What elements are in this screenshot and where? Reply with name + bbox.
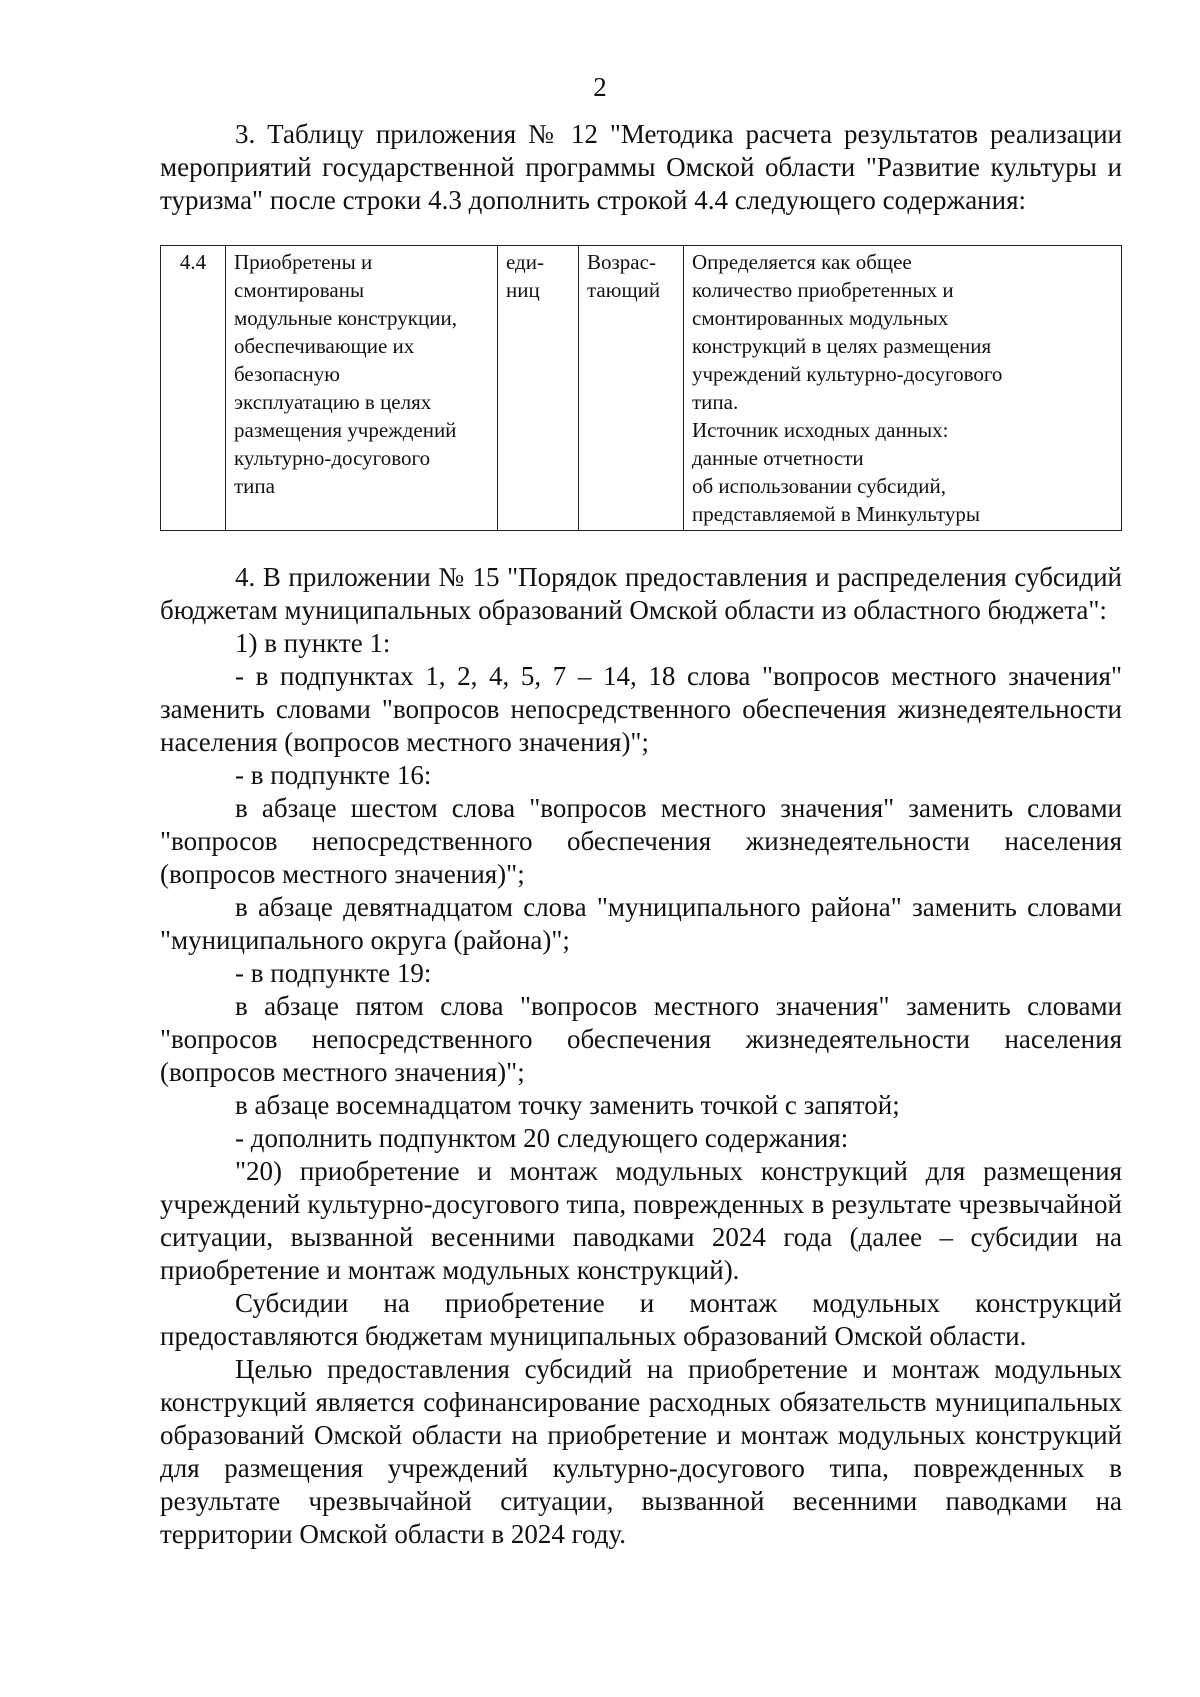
method-line: об использовании субсидий, (692, 474, 947, 498)
page-number: 2 (593, 72, 607, 102)
name-line: размещения учреждений (234, 418, 457, 442)
document-body (160, 118, 1122, 1551)
amendment-table (160, 245, 1122, 531)
method-line: количество приобретенных и (692, 278, 954, 302)
paragraph-subitem-1: 1) в пункте 1: (235, 628, 391, 658)
method-line: Источник исходных данных: (692, 418, 949, 442)
name-line: смонтированы (234, 278, 365, 302)
method-line: Определяется как общее (692, 250, 912, 274)
method-line: учреждений культурно-досугового (692, 362, 1003, 386)
name-line: модульные конструкции, (234, 306, 457, 330)
name-line: эксплуатацию в целях (234, 390, 432, 414)
trend-cell: Возрас- тающий (579, 246, 684, 531)
name-line: типа (234, 474, 275, 498)
paragraph-subsidies: Субсидии на приобретение и монтаж модульных конструкций предоставляются бюджетам муниципальных образований Омской области. (160, 1288, 1122, 1351)
paragraph-dash-16: - в подпункте 16: (235, 760, 432, 790)
result-name-cell (226, 246, 498, 531)
method-line: типа. (692, 390, 739, 414)
paragraph-item-3: 3. Таблицу приложения № 12 "Методика расчета результатов реализации мероприятий государственной программы Омской области "Развитие культуры и туризма" после строки 4.3 дополнить строкой 4.4 следующего содержания: (160, 119, 1122, 215)
paragraph-purpose: Целью предоставления субсидий на приобретение и монтаж модульных конструкций является софинансирование расходных обязательств муниципальных образований Омской области на приобретение и монтаж модульных конструкций для размещения учреждений культурно-досугового типа, поврежденных в результате чрезвычайной ситуации, вызванной весенними паводками на территории Омской области в 2024 году. (160, 1354, 1122, 1549)
paragraph-abzac-5: в абзаце пятом слова "вопросов местного значения" заменить словами "вопросов непосредственного обеспечения жизнедеятельности населения (вопросов местного значения)"; (160, 991, 1122, 1087)
paragraph-dash-20: - дополнить подпунктом 20 следующего содержания: (235, 1123, 849, 1153)
unit-cell: еди- ниц (498, 246, 579, 531)
paragraph-dash-1: - в подпунктах 1, 2, 4, 5, 7 – 14, 18 слова "вопросов местного значения" заменить словами "вопросов непосредственного обеспечения жизнедеятельности населения (вопросов местного значения)"; (160, 661, 1122, 757)
method-line: смонтированных модульных (692, 306, 949, 330)
paragraph-abzac-19: в абзаце девятнадцатом слова "муниципального района" заменить словами "муниципального округа (района)"; (160, 892, 1122, 955)
row-number-cell: 4.4 (161, 246, 226, 531)
method-line: представляемой в Минкультуры (692, 502, 980, 526)
method-line: конструкций в целях размещения (692, 334, 992, 358)
paragraph-item-4: 4. В приложении № 15 "Порядок предоставления и распределения субсидий бюджетам муниципальных образований Омской области из областного бюджета": (160, 562, 1122, 625)
method-cell (684, 246, 1122, 531)
paragraph-point-20: "20) приобретение и монтаж модульных конструкций для размещения учреждений культурно-досугового типа, поврежденных в результате чрезвычайной ситуации, вызванной весенними паводками 2024 года (далее – субсидии на приобретение и монтаж модульных конструкций). (160, 1156, 1122, 1285)
paragraph-abzac-18: в абзаце восемнадцатом точку заменить точкой с запятой; (235, 1090, 900, 1120)
name-line: безопасную (234, 362, 340, 386)
method-line: данные отчетности (692, 446, 864, 470)
name-line: Приобретены и (234, 250, 373, 274)
paragraph-dash-19: - в подпункте 19: (235, 958, 432, 988)
table-row (161, 246, 1122, 531)
name-line: обеспечивающие их (234, 334, 415, 358)
name-line: культурно-досугового (234, 446, 431, 470)
paragraph-abzac-6: в абзаце шестом слова "вопросов местного значения" заменить словами "вопросов непосредственного обеспечения жизнедеятельности населения (вопросов местного значения)"; (160, 793, 1122, 889)
